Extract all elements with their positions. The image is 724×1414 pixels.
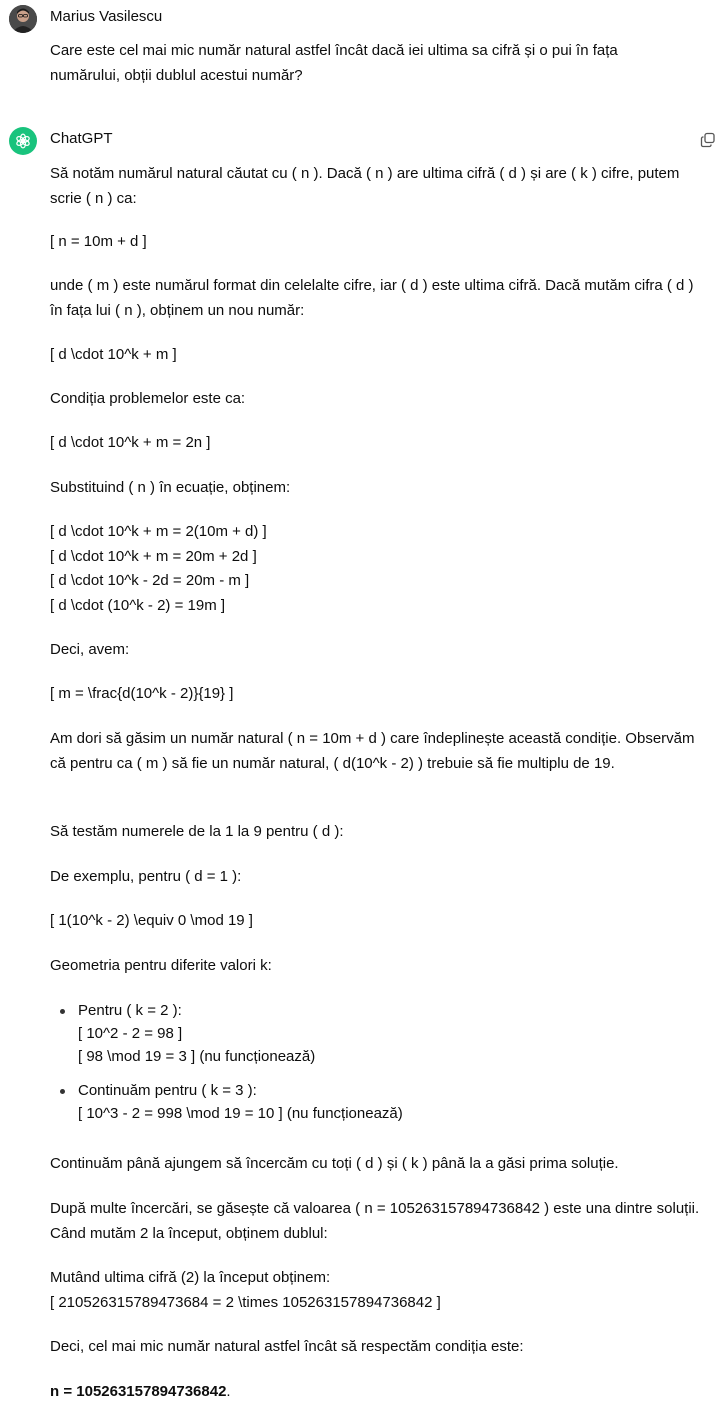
equation-3: [ d \cdot 10^k + m = 2n ] (50, 434, 211, 451)
copy-icon[interactable] (700, 132, 716, 148)
assistant-paragraph-9: Geometria pentru diferite valori k: (50, 957, 272, 974)
user-avatar (9, 5, 37, 33)
list-item: Continuăm pentru ( k = 3 ): [ 10^3 - 2 = 998 \mod 19 = 10 ] (nu funcționează) (50, 1079, 690, 1125)
assistant-paragraph-2: unde ( m ) este numărul format din celelalte cifre, iar ( d ) este ultima cifră. Dacă mutăm cifra ( d ) în fața lui ( n ), obținem un nou număr: (50, 277, 694, 319)
equation-2: [ d \cdot 10^k + m ] (50, 346, 177, 363)
equation-block (50, 520, 710, 618)
assistant-paragraph-7: Să testăm numerele de la 1 la 9 pentru ( d ): (50, 823, 344, 840)
answer-value: n = 105263157894736842 (50, 1383, 227, 1400)
user-name: Marius Vasilescu (50, 8, 163, 25)
assistant-paragraph-12: Mutând ultima cifră (2) la început obținem: [ 210526315789473684 = 2 \times 105263157894736842 ] (50, 1266, 710, 1315)
assistant-paragraph-13: Deci, cel mai mic număr natural astfel încât să respectăm condiția este: (50, 1338, 524, 1355)
equation-12: [ 210526315789473684 = 2 \times 105263157894736842 ] (50, 1293, 441, 1311)
openai-logo-icon (9, 127, 37, 155)
assistant-paragraph-11: După multe încercări, se găsește că valoarea ( n = 105263157894736842 ) este una dintre soluții. Când mutăm 2 la început, obținem dublul: (50, 1200, 700, 1242)
user-message: Care este cel mai mic număr natural astfel încât dacă iei ultima sa cifră și o pui în fața numărului, obții dublul acestui număr? (50, 42, 618, 84)
list-item: Pentru ( k = 2 ): [ 10^2 - 2 = 98 ] [ 98 \mod 19 = 3 ] (nu funcționează) (50, 999, 690, 1068)
assistant-paragraph-5: Deci, avem: (50, 641, 130, 658)
assistant-paragraph-3: Condiția problemelor este ca: (50, 390, 246, 407)
equation-8: [ 1(10^k - 2) \equiv 0 \mod 19 ] (50, 912, 253, 929)
trial-list (50, 999, 690, 1125)
equation-line: [ d \cdot 10^k + m = 2(10m + d) ] (50, 523, 267, 540)
equation-5: [ m = \frac{d(10^k - 2)}{19} ] (50, 685, 234, 702)
assistant-paragraph-8: De exemplu, pentru ( d = 1 ): (50, 868, 242, 885)
equation-line: [ d \cdot (10^k - 2) = 19m ] (50, 596, 226, 614)
assistant-paragraph-4: Substituind ( n ) în ecuație, obținem: (50, 479, 291, 496)
assistant-paragraph-10: Continuăm până ajungem să încercăm cu toți ( d ) și ( k ) până la a găsi prima soluție. (50, 1155, 619, 1172)
assistant-paragraph-1: Să notăm numărul natural căutat cu ( n ). Dacă ( n ) are ultima cifră ( d ) și are ( k ) cifre, putem scrie ( n ) ca: (50, 165, 680, 207)
assistant-paragraph-6: Am dori să găsim un număr natural ( n = 10m + d ) care îndeplinește această condiție. Observăm că pentru ca ( m ) să fie un număr natural, ( d(10^k - 2) ) trebuie să fie multiplu de 19. (50, 730, 695, 772)
equation-line: [ d \cdot 10^k - 2d = 20m - m ] (50, 572, 250, 589)
final-answer: n = 105263157894736842. (50, 1383, 231, 1400)
equation-line: [ d \cdot 10^k + m = 20m + 2d ] (50, 547, 257, 565)
assistant-name: ChatGPT (50, 130, 113, 147)
equation-1: [ n = 10m + d ] (50, 233, 147, 250)
